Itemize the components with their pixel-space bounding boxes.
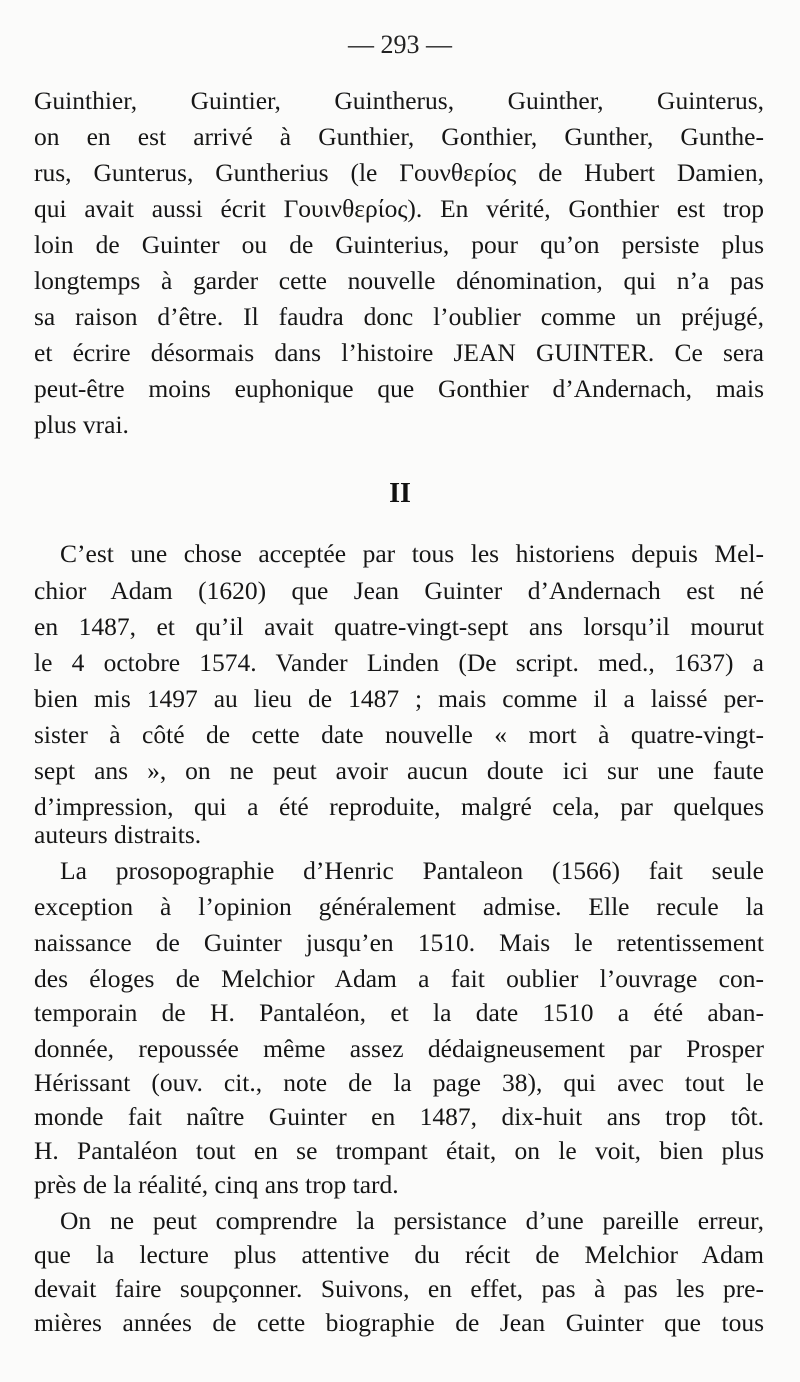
text-line: loin de Guinter ou de Guinterius, pour qu’on persiste plus bbox=[34, 230, 764, 259]
text-line: sister à côté de cette date nouvelle « mort à quatre-vingt- bbox=[34, 720, 764, 749]
text-line: sa raison d’être. Il faudra donc l’oublier comme un préjugé, bbox=[34, 302, 764, 331]
text-line: mières années de cette biographie de Jean Guinter que tous bbox=[34, 1308, 764, 1337]
text-line: on en est arrivé à Gunthier, Gonthier, Gunther, Gunthe- bbox=[34, 122, 764, 151]
page-number: — 293 — bbox=[348, 30, 452, 59]
text-line: H. Pantaléon tout en se trompant était, on le voit, bien plus bbox=[34, 1136, 764, 1165]
text-line: des éloges de Melchior Adam a fait oublier l’ouvrage con- bbox=[34, 964, 764, 993]
text-line: chior Adam (1620) que Jean Guinter d’Andernach est né bbox=[34, 576, 764, 605]
text-line: temporain de H. Pantaléon, et la date 1510 a été aban- bbox=[34, 998, 764, 1027]
text-line: rus, Gunterus, Guntherius (le Γουνθερίος de Hubert Damien, bbox=[34, 158, 764, 187]
text-line: devait faire soupçonner. Suivons, en effet, pas à pas les pre- bbox=[34, 1274, 764, 1303]
text-line: Guinthier, Guintier, Guintherus, Guinther, Guinterus, bbox=[34, 86, 764, 115]
section-heading: II bbox=[389, 478, 411, 509]
text-line: le 4 octobre 1574. Vander Linden (De script. med., 1637) a bbox=[34, 648, 764, 677]
text-line: monde fait naître Guinter en 1487, dix-huit ans trop tôt. bbox=[34, 1102, 764, 1131]
text-line: exception à l’opinion généralement admise. Elle recule la bbox=[34, 892, 764, 921]
text-line: naissance de Guinter jusqu’en 1510. Mais le retentissement bbox=[34, 928, 764, 957]
text-line: Hérissant (ouv. cit., note de la page 38), qui avec tout le bbox=[34, 1068, 764, 1097]
text-line: que la lecture plus attentive du récit de Melchior Adam bbox=[34, 1240, 764, 1269]
text-line: et écrire désormais dans l’histoire JEAN GUINTER. Ce sera bbox=[34, 338, 764, 367]
text-line: près de la réalité, cinq ans trop tard. bbox=[34, 1170, 399, 1199]
text-line: La prosopographie d’Henric Pantaleon (1566) fait seule bbox=[60, 856, 764, 885]
text-line: auteurs distraits. bbox=[34, 820, 202, 849]
text-line: plus vrai. bbox=[34, 410, 129, 439]
text-line: C’est une chose acceptée par tous les historiens depuis Mel- bbox=[60, 539, 764, 568]
text-line: sept ans », on ne peut avoir aucun doute ici sur une faute bbox=[34, 756, 764, 785]
text-line: On ne peut comprendre la persistance d’une pareille erreur, bbox=[60, 1206, 764, 1235]
text-line: longtemps à garder cette nouvelle dénomination, qui n’a pas bbox=[34, 266, 764, 295]
text-line: d’impression, qui a été reproduite, malgré cela, par quelques bbox=[34, 792, 764, 821]
text-line: en 1487, et qu’il avait quatre-vingt-sept ans lorsqu’il mourut bbox=[34, 612, 764, 641]
text-line: peut-être moins euphonique que Gonthier d’Andernach, mais bbox=[34, 374, 764, 403]
text-line: donnée, repoussée même assez dédaigneusement par Prosper bbox=[34, 1034, 764, 1063]
text-line: qui avait aussi écrit Γουινθερίος). En vérité, Gonthier est trop bbox=[34, 194, 764, 223]
text-line: bien mis 1497 au lieu de 1487 ; mais comme il a laissé per- bbox=[34, 684, 764, 713]
